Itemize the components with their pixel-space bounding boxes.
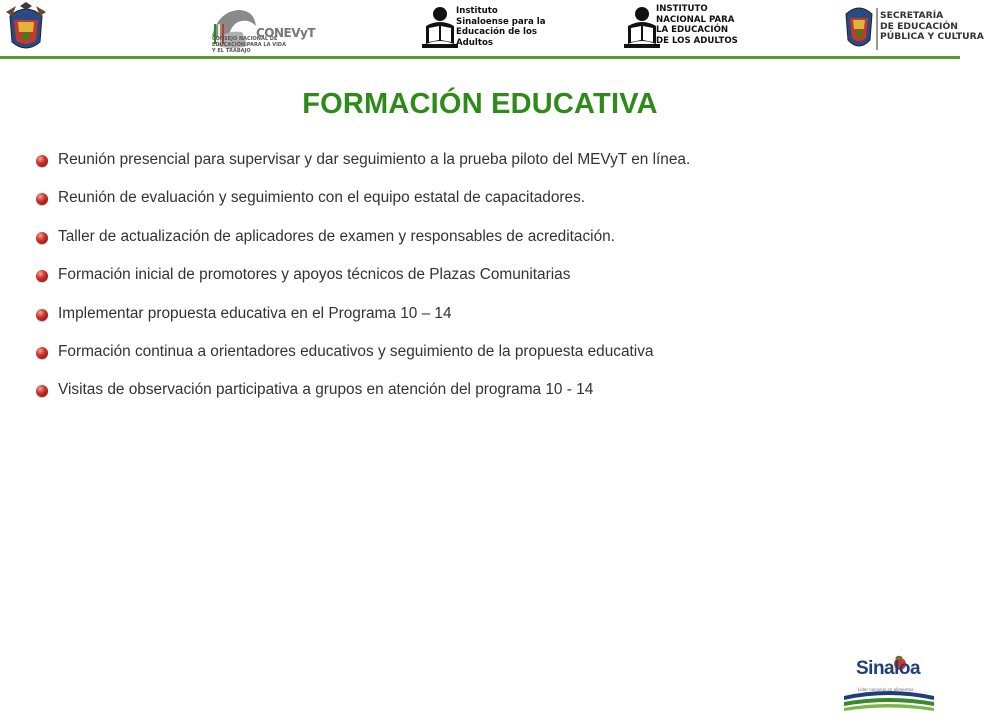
bullet-icon [36, 385, 48, 397]
isea-logo-line: Adultos [456, 37, 493, 48]
isea-logo-text [456, 6, 546, 48]
activity-list [36, 150, 936, 419]
isea-logo [420, 4, 460, 52]
inea-logo-line: DE LOS ADULTOS [656, 35, 738, 46]
header-divider [0, 56, 960, 59]
list-item-text: Taller de actualización de aplicadores de examen y responsables de acreditación. [58, 227, 615, 245]
inea-logo-line: INSTITUTO [656, 4, 708, 14]
list-item [36, 304, 936, 342]
list-item [36, 380, 936, 418]
sepyc-logo-line: SECRETARÍA [880, 10, 944, 21]
list-item [36, 342, 936, 380]
list-item [36, 227, 936, 265]
isea-logo-line: Instituto [456, 6, 498, 16]
conevyt-wordmark: CONEVyT [256, 26, 316, 40]
isea-logo-line: Sinaloense para la [456, 16, 546, 27]
isea-logo-line: Educación de los [456, 27, 538, 37]
list-item-text: Formación inicial de promotores y apoyos técnicos de Plazas Comunitarias [58, 266, 571, 284]
list-item-text: Implementar propuesta educativa en el Programa 10 – 14 [58, 304, 452, 322]
list-item-text: Reunión presencial para supervisar y dar seguimiento a la prueba piloto del MEVyT en línea. [58, 151, 691, 168]
sepyc-logo-line: DE EDUCACIÓN [880, 20, 958, 32]
list-item [36, 150, 936, 188]
list-item-text: Formación continua a orientadores educativos y seguimiento de la propuesta educativa [58, 342, 654, 360]
bullet-icon [36, 309, 48, 321]
sepyc-divider [876, 8, 878, 50]
list-item-text: Reunión de evaluación y seguimiento con el equipo estatal de capacitadores. [58, 189, 586, 207]
bullet-icon [36, 347, 48, 359]
inea-logo-text [656, 4, 738, 46]
list-item [36, 188, 936, 226]
bullet-icon [36, 155, 48, 167]
sinaloa-coat-of-arms-icon [4, 2, 48, 54]
sepyc-logo-line: PÚBLICA Y CULTURA [880, 31, 984, 43]
sepyc-coat-of-arms-icon [842, 2, 876, 52]
header-logo-bar [0, 0, 984, 58]
sinaloa-tagline: Líder nacional en alimentos [858, 687, 914, 692]
bullet-icon [36, 232, 48, 244]
list-item-text: Visitas de observación participativa a grupos en atención del programa 10 - 14 [58, 381, 594, 399]
reading-person-icon [420, 4, 460, 52]
conevyt-subtitle-line: CONSEJO NACIONAL DE [212, 36, 278, 42]
inea-logo-line: NACIONAL PARA [656, 14, 735, 25]
conevyt-subtitle-line: Y EL TRABAJO [212, 48, 251, 54]
sepyc-logo-text [880, 11, 984, 43]
bullet-icon [36, 193, 48, 205]
inea-logo-line: LA EDUCACIÓN [656, 25, 729, 35]
bullet-icon [36, 270, 48, 282]
list-item [36, 265, 936, 303]
sinaloa-wordmark: Sinaloa [856, 658, 921, 679]
page-title: FORMACIÓN EDUCATIVA [302, 88, 658, 120]
conevyt-subtitle-line: EDUCACIÓN PARA LA VIDA [212, 42, 286, 48]
